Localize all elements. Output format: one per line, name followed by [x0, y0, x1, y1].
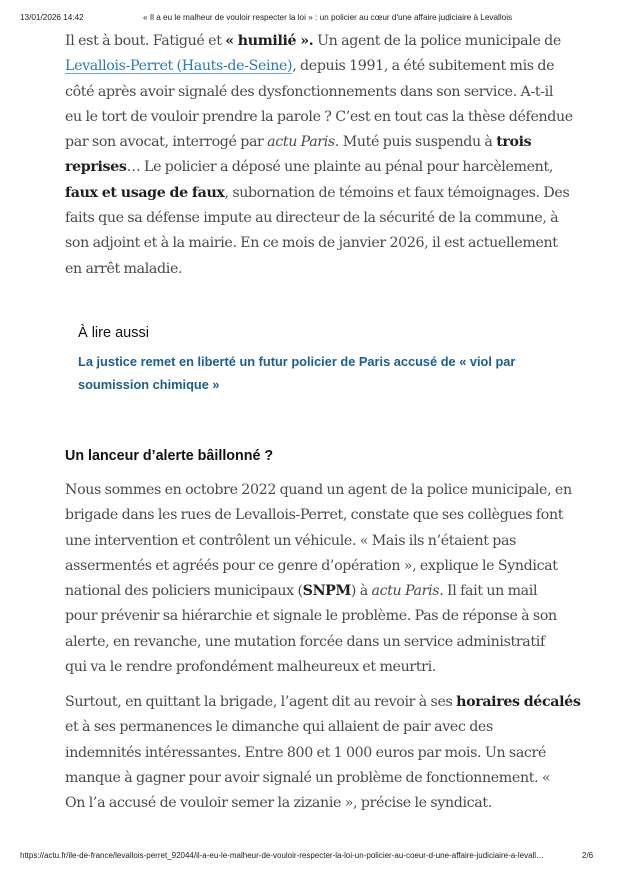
- text-line: Nous sommes en octobre 2022 quand un agent de la police municipale, en: [65, 482, 572, 498]
- text-line: Levallois-Perret (Hauts-de-Seine), depuis 1991, a été subitement mis de: [65, 58, 555, 75]
- text-line: faits que sa défense impute au directeur de la sécurité de la commune, à: [65, 210, 559, 227]
- print-date: 13/01/2026 14:42: [20, 13, 84, 22]
- bold-text: reprises: [65, 159, 127, 176]
- text-line: et à ses permanences le dimanche qui allaient de pair avec des: [65, 719, 493, 736]
- paragraph-intro: [65, 29, 573, 282]
- text-line: en arrêt maladie.: [65, 260, 183, 277]
- article-body: [65, 29, 573, 282]
- text-line: côté après avoir signalé des dysfonctionnements dans son service. A-t-il: [65, 83, 554, 100]
- text-line: une intervention et contrôlent un véhicule. « Mais ils n’étaient pas: [65, 532, 517, 549]
- text-line: pour prévenir sa hiérarchie et signale le problème. Pas de réponse à son: [65, 608, 557, 625]
- text-line: brigade dans les rues de Levallois-Perret, constate que ses collègues font: [65, 507, 564, 524]
- levallois-link[interactable]: Levallois-Perret (Hauts-de-Seine): [65, 58, 293, 75]
- text-line: indemnités intéressantes. Entre 800 et 1 000 euros par mois. Un sacré: [65, 744, 547, 761]
- text-line: son adjoint et à la mairie. En ce mois de janvier 2026, il est actuellement: [65, 235, 558, 252]
- print-footer: [0, 851, 618, 865]
- italic-source: actu Paris: [371, 583, 440, 600]
- bold-text: faux et usage de faux: [65, 184, 225, 201]
- bold-quote: « humilié ».: [225, 33, 314, 49]
- text-line: national des policiers municipaux (SNPM) à actu Paris. Il fait un mail: [65, 583, 538, 600]
- text-line: par son avocat, interrogé par actu Paris. Muté puis suspendu à trois: [65, 134, 532, 151]
- text-line: eu le tort de vouloir prendre la parole ? C’est en tout cas la thèse défendue: [65, 108, 573, 125]
- article-body-2: [65, 478, 572, 680]
- text-line: alerte, en revanche, une mutation forcée dans un service administratif: [65, 633, 545, 650]
- text-line: On l’a accusé de vouloir semer la zizanie », précise le syndicat.: [65, 795, 492, 812]
- section-heading: Un lanceur d’alerte bâillonné ?: [65, 448, 274, 464]
- read-also-label: À lire aussi: [78, 325, 149, 341]
- read-also-link[interactable]: La justice remet en liberté un futur policier de Paris accusé de « viol par soumission chimique »: [78, 354, 516, 392]
- text-line: Il est à bout. Fatigué et « humilié ». Un agent de la police municipale de: [65, 33, 561, 49]
- text-line: assermentés et agréés pour ce genre d’opération », explique le Syndicat: [65, 557, 558, 574]
- text-line: Surtout, en quittant la brigade, l’agent dit au revoir à ses horaires décalés: [65, 694, 581, 710]
- text-line: manque à gagner pour avoir signalé un problème de fonctionnement. «: [65, 769, 551, 786]
- text-line: qui va le rendre profondément malheureux et meurtri.: [65, 659, 436, 676]
- article-body-3: [65, 690, 581, 816]
- text-line: reprises… Le policier a déposé une plainte au pénal pour harcèlement,: [65, 159, 553, 176]
- bold-text: SNPM: [302, 583, 351, 600]
- paragraph-october-2022: [65, 478, 572, 680]
- bold-text: trois: [496, 134, 532, 151]
- page-number: 2/6: [582, 851, 594, 860]
- paragraph-surtout: [65, 690, 581, 816]
- print-url: https://actu.fr/ile-de-france/levallois-perret_92044/il-a-eu-le-malheur-de-vouloir-respecter-la-loi-un-policier-au-coeur-d-une-affaire-judiciaire-a-levall…: [20, 851, 545, 860]
- read-also-box: [78, 322, 548, 396]
- print-header: [0, 13, 618, 27]
- print-page-title: « Il a eu le malheur de vouloir respecter la loi » : un policier au cœur d'une affaire judiciaire à Levallois: [143, 13, 513, 22]
- italic-source: actu Paris: [267, 134, 335, 151]
- text-line: faux et usage de faux, subornation de témoins et faux témoignages. Des: [65, 184, 570, 201]
- bold-text: horaires décalés: [456, 694, 581, 710]
